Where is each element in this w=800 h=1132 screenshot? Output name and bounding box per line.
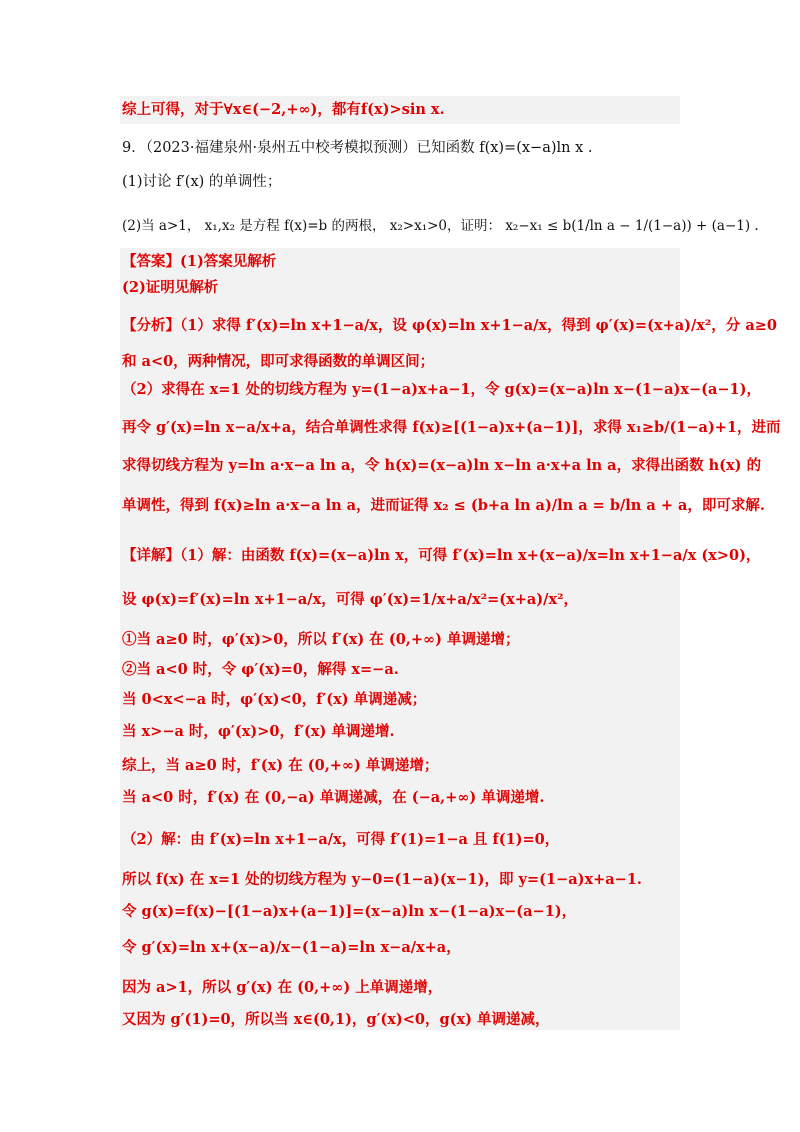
problem-9-part-2: (2)当 a>1， x₁,x₂ 是方程 f(x)=b 的两根， x₂>x₁>0，证明： x₂−x₁ ≤ b(1/ln a − 1/(1−a)) + (a−1) .	[122, 218, 759, 234]
detail-part2-line-5: 因为 a>1，所以 g′(x) 在 (0,+∞) 上单调递增，	[122, 979, 443, 996]
problem-9-part-1: (1)讨论 f′(x) 的单调性；	[122, 174, 282, 190]
analysis-line-5: 求得切线方程为 y=ln a·x−a ln a，令 h(x)=(x−a)ln x−ln a·x+a ln a，求得出函数 h(x) 的	[122, 457, 762, 474]
analysis-line-6: 单调性，得到 f(x)≥ln a·x−a ln a，进而证得 x₂ ≤ (b+a ln a)/ln a = b/ln a + a，即可求解.	[122, 497, 765, 514]
detail-part2-line-2: 所以 f(x) 在 x=1 处的切线方程为 y−0=(1−a)(x−1)，即 y=(1−a)x+a−1.	[122, 871, 642, 888]
detail-summary-1: 综上，当 a≥0 时，f′(x) 在 (0,+∞) 单调递增；	[122, 757, 439, 774]
detail-part2-line-3: 令 g(x)=f(x)−[(1−a)x+(a−1)]=(x−a)ln x−(1−a)x−(a−1)，	[122, 903, 577, 920]
detail-summary-2: 当 a<0 时，f′(x) 在 (0,−a) 单调递减，在 (−a,+∞) 单调递增.	[122, 789, 545, 806]
analysis-line-3: （2）求得在 x=1 处的切线方程为 y=(1−a)x+a−1，令 g(x)=(x−a)ln x−(1−a)x−(a−1)，	[122, 381, 761, 398]
analysis-line-4: 再令 g′(x)=ln x−a/x+a，结合单调性求得 f(x)≥[(1−a)x+(a−1)]，求得 x₁≥b/(1−a)+1，进而	[122, 419, 781, 436]
analysis-line-1: 【分析】（1）求得 f′(x)=ln x+1−a/x，设 φ(x)=ln x+1−a/x，得到 φ′(x)=(x+a)/x²，分 a≥0	[122, 317, 777, 334]
detail-part2-line-4: 令 g′(x)=ln x+(x−a)/x−(1−a)=ln x−a/x+a，	[122, 939, 461, 956]
detail-case-1: ①当 a≥0 时，φ′(x)>0，所以 f′(x) 在 (0,+∞) 单调递增；	[122, 631, 520, 648]
problem-9-statement: 9．（2023·福建泉州·泉州五中校考模拟预测）已知函数 f(x)=(x−a)ln x .	[122, 140, 593, 156]
detail-case-2a: 当 0<x<−a 时，φ′(x)<0，f′(x) 单调递减；	[122, 691, 427, 708]
detail-case-2: ②当 a<0 时，令 φ′(x)=0，解得 x=−a.	[122, 661, 399, 678]
conclusion-line: 综上可得，对于∀x∈(−2,+∞)，都有f(x)>sin x.	[122, 101, 445, 118]
detail-line-2: 设 φ(x)=f′(x)=ln x+1−a/x，可得 φ′(x)=1/x+a/x²=(x+a)/x²，	[122, 591, 578, 608]
detail-part2-line-1: （2）解：由 f′(x)=ln x+1−a/x，可得 f′(1)=1−a 且 f(1)=0，	[122, 831, 560, 848]
analysis-line-2: 和 a<0，两种情况，即可求得函数的单调区间；	[122, 353, 435, 370]
detail-part2-line-6: 又因为 g′(1)=0，所以当 x∈(0,1)，g′(x)<0，g(x) 单调递减，	[122, 1011, 550, 1028]
answer-part-1: 【答案】(1)答案见解析	[122, 253, 277, 270]
detail-line-1: 【详解】（1）解：由函数 f(x)=(x−a)ln x，可得 f′(x)=ln x+(x−a)/x=ln x+1−a/x (x>0)，	[122, 547, 761, 564]
detail-case-2b: 当 x>−a 时，φ′(x)>0，f′(x) 单调递增.	[122, 723, 395, 740]
answer-part-2: (2)证明见解析	[122, 279, 219, 296]
